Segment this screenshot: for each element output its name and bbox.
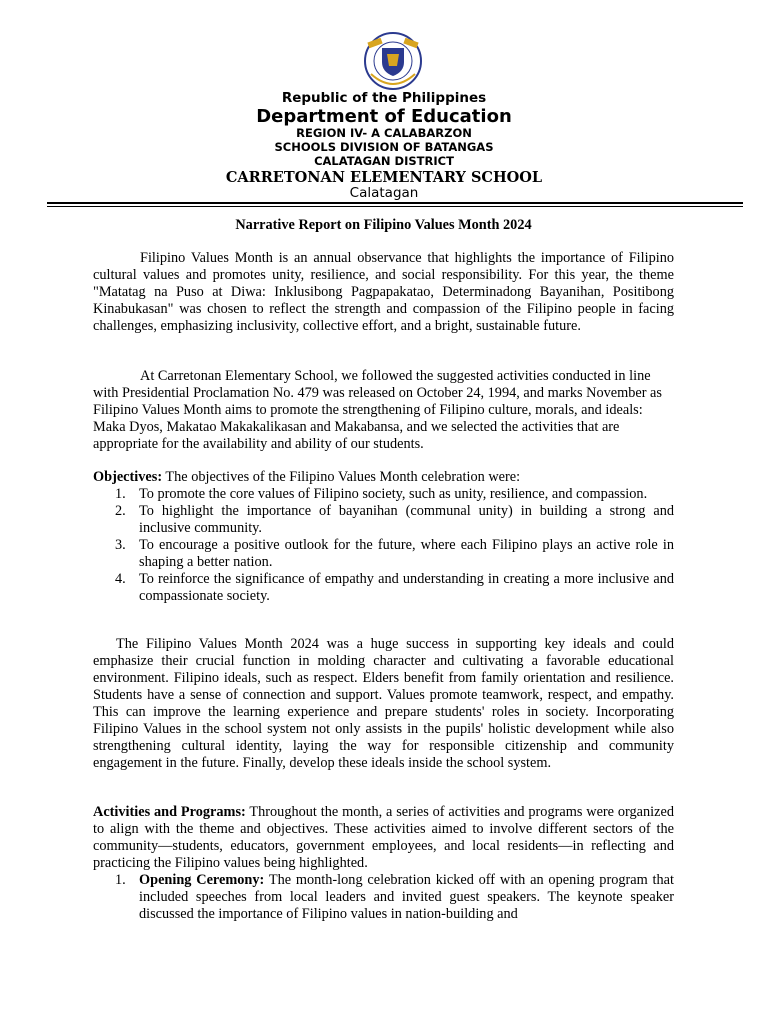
school-paragraph: At Carretonan Elementary School, we followed the suggested activities conducted in line with Presidential Proclamation No. 479 was released on October 24, 1994, and marks November as Filipino Values Month aims to promote the strengthening of Filipino culture, morals, and ideals: Maka Dyos, Makatao Makakalikasan and Makabansa, and we selected the activities that are appropriate for the availability and ability of our students. [93, 368, 662, 452]
objective-item [93, 503, 674, 537]
report-title: Narrative Report on Filipino Values Month 2024 [235, 217, 532, 233]
objectives-heading [93, 469, 674, 486]
school-name: CARRETONAN ELEMENTARY SCHOOL [225, 169, 543, 186]
objective-text: To highlight the importance of bayanihan (communal unity) in building a strong and inclusive community. [139, 503, 674, 536]
objective-text: To encourage a positive outlook for the future, where each Filipino plays an active role in shaping a better nation. [139, 537, 674, 570]
header-divider-thick [47, 202, 743, 204]
region-heading: REGION IV- A CALABARZON [296, 126, 472, 140]
division-heading: SCHOOLS DIVISION OF BATANGAS [274, 140, 494, 154]
activities-heading [93, 804, 674, 872]
objective-item [93, 571, 674, 605]
objectives-intro: The objectives of the Filipino Values Month celebration were: [162, 469, 521, 485]
objective-number: 4. [115, 571, 126, 587]
activity-item [93, 872, 674, 923]
activities-label: Activities and Programs: [93, 804, 246, 820]
objectives-label: Objectives: [93, 469, 163, 485]
school-town: Calatagan [349, 185, 419, 201]
objective-number: 2. [115, 503, 126, 519]
objective-number: 3. [115, 537, 126, 553]
success-paragraph: The Filipino Values Month 2024 was a huge success in supporting key ideals and could emphasize their crucial function in molding character and cultivating a favorable educational environment. Filipino ideals, such as respect. Elders benefit from family orientation and resilience. Students have a sense of connection and support. Values promote teamwork, respect, and empathy. This can improve the learning experience and prepare students' roles in society. Incorporating Filipino Values in the school system not only assists in the pupils' holistic development while also strengthening cultural identity, laying the way for responsible citizenship and community engagement in the future. Finally, develop these ideals inside the school system. [93, 636, 674, 771]
activity-text: The month-long celebration kicked off with an opening program that included speeches from local leaders and invited guest speakers. The keynote speaker discussed the importance of Filipino values in nation-building and [139, 872, 674, 922]
republic-heading: Republic of the Philippines [281, 90, 487, 106]
activities-list [93, 872, 674, 923]
objectives-section [93, 469, 674, 605]
activities-intro: Throughout the month, a series of activities and programs were organized to align with the theme and objectives. These activities aimed to involve different sectors of the community—students, educators, government employees, and local residents—in reflecting and practicing the Filipino values being highlighted. [93, 804, 674, 871]
objective-text: To promote the core values of Filipino society, such as unity, resilience, and compassion. [139, 486, 648, 502]
deped-seal [351, 32, 435, 90]
header-divider-thin [47, 206, 743, 207]
department-heading: Department of Education [256, 106, 512, 127]
objective-item [93, 537, 674, 571]
activity-number: 1. [115, 872, 126, 888]
intro-paragraph: Filipino Values Month is an annual observance that highlights the importance of Filipino cultural values and promotes unity, resilience, and social responsibility. For this year, the theme "Matatag na Puso at Diwa: Inklusibong Pagpapakatao, Determinadong Bayanihan, Positibong Kinabukasan" was chosen to reflect the strength and compassion of the Filipino people in facing challenges, emphasizing inclusivity, collective effort, and a bright, sustainable future. [93, 250, 674, 334]
objective-item [93, 486, 674, 503]
district-heading: CALATAGAN DISTRICT [314, 154, 454, 168]
activities-section [93, 804, 674, 923]
objectives-list [93, 486, 674, 605]
objective-text: To reinforce the significance of empathy and understanding in creating a more inclusive and compassionate society. [139, 571, 674, 604]
objective-number: 1. [115, 486, 126, 502]
activity-label: Opening Ceremony: [139, 872, 265, 888]
